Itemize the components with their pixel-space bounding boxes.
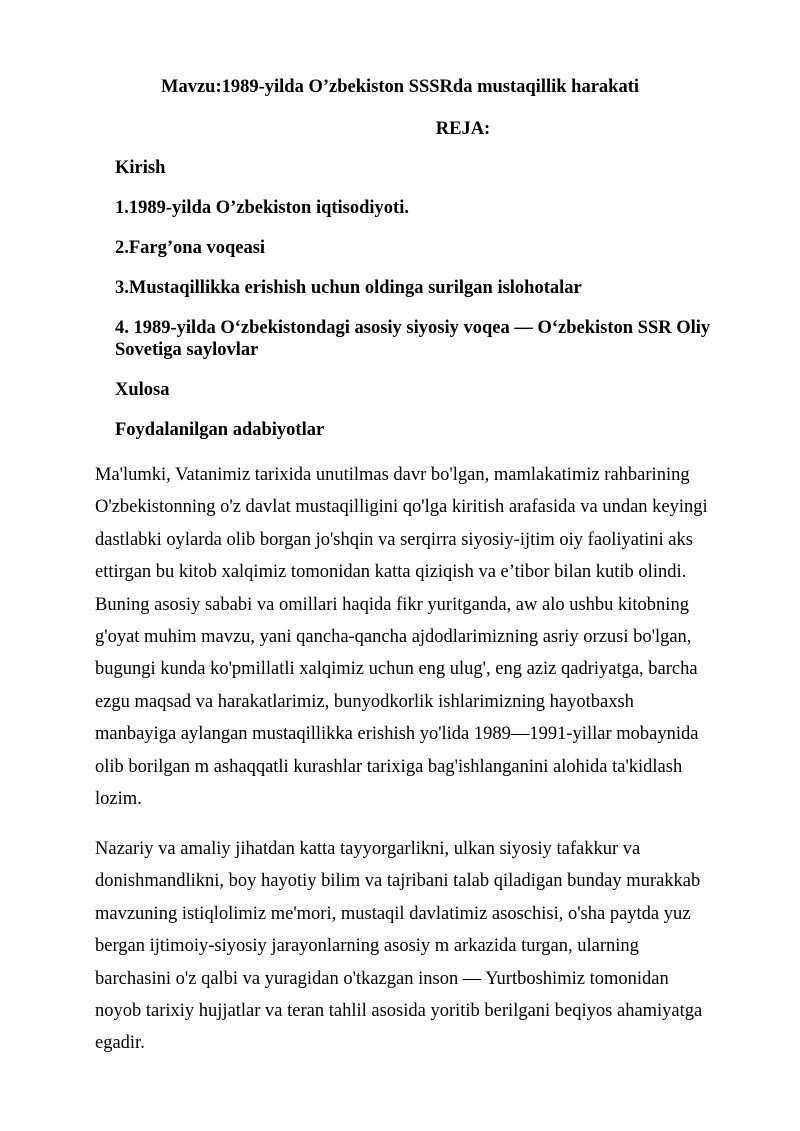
plan-item-conclusion: Xulosa [115,380,170,400]
plan-item-introduction: Kirish [115,158,166,178]
plan-item-3: 3.Mustaqillikka erishish uchun oldinga surilgan islohotalar [115,278,582,298]
plan-heading-label: REJA: [435,119,491,139]
plan-list [115,157,715,459]
plan-item-1: 1.1989-yilda O’zbekiston iqtisodiyoti. [115,198,409,218]
plan-item-2: 2.Farg’ona voqeasi [115,238,266,258]
plan-item-4: 4. 1989-yilda O‘zbekistondagi asosiy siyosiy voqea — O‘zbekiston SSR Oliy Sovetiga saylovlar [115,318,711,360]
body-paragraph-2: Nazariy va amaliy jihatdan katta tayyorgarlikni, ulkan siyosiy tafakkur va donishmandlikni, boy hayotiy bilim va tajribani talab qiladigan bunday murakkab mavzuning istiqlolimiz me'mori, mustaqil davlatimiz asoschisi, o'sha paytda yuz bergan ijtimoiy-siyosiy jarayonlarning asosiy m arkazida turgan, ularning barchasini o'z qalbi va yuragidan o'tkazgan inson — Yurtboshimiz tomonidan noyob tarixiy hujjatlar va teran tahlil asosida yoritib berilgani beqiyos ahamiyatga egadir. [95,839,703,1054]
document-title: Mavzu:1989-yilda O’zbekiston SSSRda mustaqillik harakati [161,77,639,97]
plan-item-references: Foydalanilgan adabiyotlar [115,420,325,440]
plan-heading [0,117,800,141]
body-paragraph-1: Ma'lumki, Vatanimiz tarixida unutilmas davr bo'lgan, mamlakatimiz rahbarining O'zbekistonning o'z davlat mustaqilligini qo'lga kiritish arafasida va undan keyingi dastlabki oylarda olib borgan jo'shqin va serqirra siyosiy-ijtim oiy faoliyatini aks ettirgan bu kitob xalqimiz tomonidan katta qiziqish va e’tibor bilan kutib olindi. Buning asosiy sababi va omillari haqida fikr yuritganda, aw alo ushbu kitobning g'oyat muhim mavzu, yani qancha-qancha ajdodlarimizning asriy orzusi bo'lgan, bugungi kunda ko'pmillatli xalqimiz uchun eng ulug', eng aziz qadriyatga, barcha ezgu maqsad va harakatlarimiz, bunyodkorlik ishlarimizning hayotbaxsh manbayiga aylangan mustaqillikka erishish yo'lida 1989—1991-yillar mobaynida olib borilgan m ashaqqatli kurashlar tarixiga bag'ishlanganini alohida ta'kidlash lozim. [95,465,708,810]
